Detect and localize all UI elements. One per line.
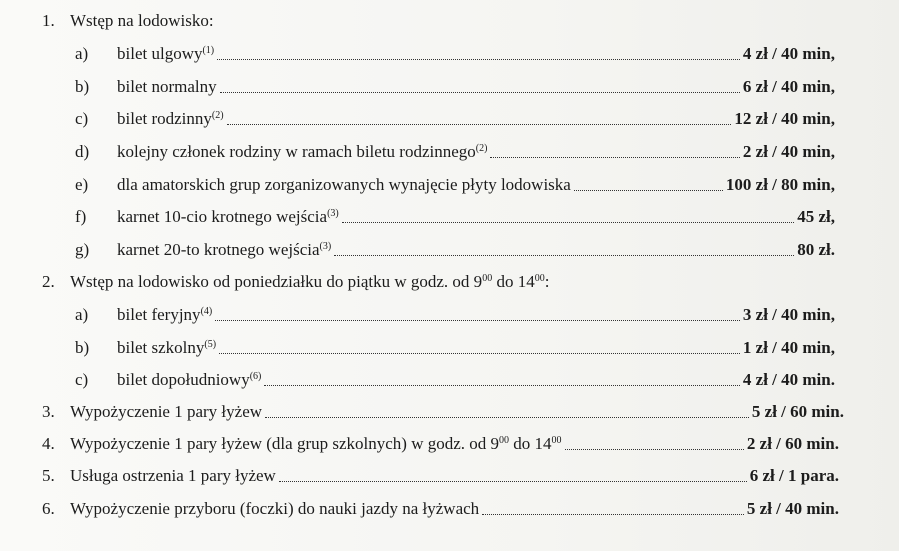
item-price: 4 zł / 40 min. <box>742 370 835 389</box>
item-price: 2 zł / 60 min. <box>746 434 839 453</box>
price-row <box>42 401 844 423</box>
leader-dots <box>482 514 744 515</box>
footnote-ref: (6) <box>249 371 262 382</box>
leader-dots <box>265 417 749 418</box>
item-letter: a) <box>75 44 89 63</box>
leader-dots <box>219 353 740 354</box>
item-price: 6 zł / 40 min, <box>742 77 835 96</box>
leader-dots <box>565 449 744 450</box>
leader-dots <box>215 320 740 321</box>
footnote-ref: (3) <box>327 208 339 219</box>
section-title: Wstęp na lodowisko: <box>70 11 214 30</box>
price-row <box>75 174 835 196</box>
item-price: 2 zł / 40 min, <box>742 142 835 161</box>
item-label: dla amatorskich grup zorganizowanych wynajęcie płyty lodowiska <box>117 175 571 194</box>
item-price: 45 zł, <box>797 207 835 226</box>
section-number: 6. <box>42 499 55 518</box>
item-letter: b) <box>75 338 90 357</box>
price-row <box>42 498 839 520</box>
leader-dots <box>574 190 723 191</box>
item-label: Wypożyczenie przyboru (foczki) do nauki jazdy na łyżwach <box>70 499 480 518</box>
item-label: kolejny członek rodziny w ramach biletu rodzinnego$^{(2)}$ <box>117 142 488 161</box>
item-label: Wypożyczenie 1 pary łyżew <box>70 402 263 421</box>
item-price: 1 zł / 40 min, <box>742 338 835 357</box>
price-row <box>75 337 835 359</box>
leader-dots <box>342 222 794 223</box>
item-label: bilet rodzinny$^{(2)}$ <box>117 109 224 128</box>
item-price: 80 zł. <box>797 240 835 259</box>
item-price: 6 zł / 1 para. <box>749 466 839 485</box>
item-price: 5 zł / 40 min. <box>746 499 839 518</box>
item-price: 4 zł / 40 min, <box>742 44 835 63</box>
footnote-ref: (5) <box>204 339 217 350</box>
section-number: 4. <box>42 434 55 453</box>
leader-dots <box>490 157 739 158</box>
price-row <box>75 43 835 65</box>
item-label: Usługa ostrzenia 1 pary łyżew <box>70 466 276 485</box>
item-letter: b) <box>75 77 90 96</box>
item-letter: e) <box>75 175 89 194</box>
footnote-ref: (4) <box>200 306 213 317</box>
item-label: karnet 20-to krotnego wejścia$^{(3)}$ <box>117 240 332 259</box>
section-number: 3. <box>42 402 55 421</box>
section-2-heading <box>42 271 549 293</box>
price-row <box>75 369 835 391</box>
price-row <box>75 304 835 326</box>
footnote-ref: (3) <box>319 241 332 252</box>
leader-dots <box>334 255 794 256</box>
leader-dots <box>279 481 747 482</box>
item-letter: c) <box>75 370 89 389</box>
section-number: 2. <box>42 272 55 291</box>
item-letter: f) <box>75 207 87 226</box>
item-label: bilet dopołudniowy$^{(6)}$ <box>117 370 262 389</box>
footnote-ref: (2) <box>211 110 224 121</box>
item-letter: g) <box>75 240 90 259</box>
price-row <box>42 433 839 455</box>
item-letter: a) <box>75 305 89 324</box>
leader-dots <box>217 59 740 60</box>
item-label: bilet ulgowy$^{(1)}$ <box>117 44 215 63</box>
leader-dots <box>220 92 740 93</box>
section-1-heading <box>42 10 214 32</box>
price-row <box>75 239 835 261</box>
price-row <box>75 76 835 98</box>
section-title: Wstęp na lodowisko od poniedziałku do piątku w godz. od $9^{00}$ do $14^{00}$: <box>70 272 550 291</box>
item-price: 3 zł / 40 min, <box>742 305 835 324</box>
item-label: bilet normalny <box>117 77 217 96</box>
item-label: bilet feryjny$^{(4)}$ <box>117 305 213 324</box>
item-price: 100 zł / 80 min, <box>725 175 835 194</box>
footnote-ref: (2) <box>475 143 488 154</box>
leader-dots <box>264 385 740 386</box>
item-letter: d) <box>75 142 90 161</box>
price-row <box>75 108 835 130</box>
item-label: Wypożyczenie 1 pary łyżew (dla grup szkolnych) w godz. od $9^{00}$ do $14^{00}$ <box>70 434 562 453</box>
price-row <box>42 465 839 487</box>
item-letter: c) <box>75 109 89 128</box>
item-price: 5 zł / 60 min. <box>751 402 844 421</box>
footnote-ref: (1) <box>202 45 215 56</box>
item-label: karnet 10-cio krotnego wejścia$^{(3)}$ <box>117 207 339 226</box>
section-number: 1. <box>42 11 55 30</box>
section-number: 5. <box>42 466 55 485</box>
price-row <box>75 206 835 228</box>
item-label: bilet szkolny$^{(5)}$ <box>117 338 217 357</box>
item-price: 12 zł / 40 min, <box>734 109 835 128</box>
price-row <box>75 141 835 163</box>
leader-dots <box>227 124 732 125</box>
